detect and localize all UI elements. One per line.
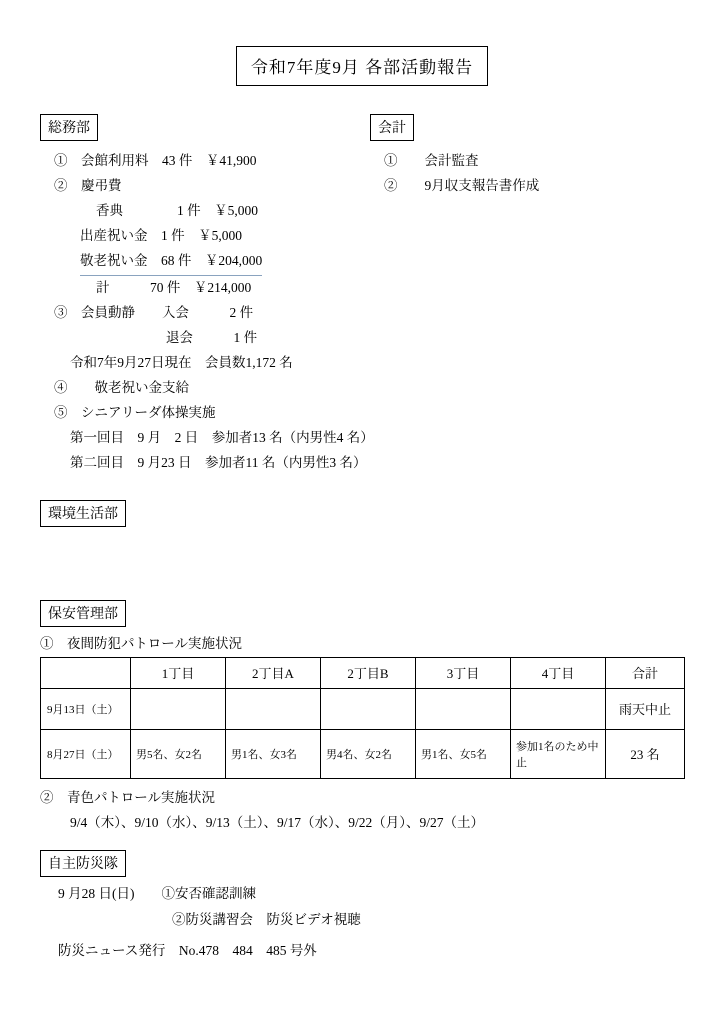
row-1-cell-3: 男1名、女5名 <box>416 729 511 778</box>
kaikei-line-2: ② 9月収支報告書作成 <box>384 177 540 193</box>
row-0-cell-3 <box>416 688 511 729</box>
row-1-cell-1: 男1名、女3名 <box>226 729 321 778</box>
patrol-table <box>40 657 685 779</box>
row-0-cell-4 <box>511 688 606 729</box>
hoan-item-2-detail: 9/4（木）、9/10（水）、9/13（土）、9/17（水）、9/22（月）、9/27（土） <box>70 815 485 831</box>
bosai-line-3: 防災ニュース発行 No.478 484 485 号外 <box>58 943 317 959</box>
soumu-line-8: 退会 1 件 <box>166 329 258 345</box>
soumu-section <box>40 114 374 476</box>
page-title: 令和7年度9月 各部活動報告 <box>236 46 488 86</box>
hoan-item-2: ② 青色パトロール実施状況 <box>40 789 215 805</box>
section-heading-bosai: 自主防災隊 <box>40 850 126 877</box>
row-0-cell-2 <box>321 688 416 729</box>
section-heading-hoan: 保安管理部 <box>40 600 126 627</box>
soumu-line-3: 香典 1 件 ￥5,000 <box>96 202 258 218</box>
row-1-cell-2: 男4名、女2名 <box>321 729 416 778</box>
row-1-date: 8月27日（土） <box>41 729 131 778</box>
soumu-line-4: 出産祝い金 1 件 ￥5,000 <box>80 227 242 243</box>
row-1-cell-0: 男5名、女2名 <box>131 729 226 778</box>
row-1-total: 23 名 <box>606 729 685 778</box>
table-header-cell-1: 1丁目 <box>131 657 226 688</box>
table-header-cell-3: 2丁目B <box>321 657 416 688</box>
soumu-line-13: 第二回目 9 月23 日 参加者11 名（内男性3 名） <box>70 454 367 470</box>
section-heading-kaikei: 会計 <box>370 114 414 141</box>
table-header-row <box>41 657 685 688</box>
bosai-line-1: 9 月28 日(日) ①安否確認訓練 <box>58 886 256 901</box>
table-row <box>41 729 685 778</box>
bosai-section <box>40 850 690 964</box>
row-0-total: 雨天中止 <box>606 688 685 729</box>
row-1-cell-4: 参加1名のため中止 <box>511 729 606 778</box>
document-title-container <box>0 46 724 86</box>
soumu-heading-wrap <box>40 114 370 141</box>
soumu-line-11: ⑤ シニアリーダ体操実施 <box>54 404 216 420</box>
table-header-cell-4: 3丁目 <box>416 657 511 688</box>
row-0-cell-0 <box>131 688 226 729</box>
soumu-line-5-wrap <box>40 249 370 276</box>
soumu-line-10: ④ 敬老祝い金支給 <box>54 379 189 395</box>
soumu-line-2: ② 慶弔費 <box>54 177 122 193</box>
kankyo-section <box>40 500 126 527</box>
section-heading-kankyo: 環境生活部 <box>40 500 126 527</box>
row-0-cell-1 <box>226 688 321 729</box>
table-header-cell-6: 合計 <box>606 657 685 688</box>
soumu-line-6: 計 70 件 ￥214,000 <box>96 279 252 295</box>
soumu-line-9: 令和7年9月27日現在 会員数1,172 名 <box>70 354 293 370</box>
soumu-line-7: ③ 会員動静 入会 2 件 <box>54 304 254 320</box>
table-header-cell-2: 2丁目A <box>226 657 321 688</box>
hoan-section <box>40 600 690 836</box>
section-heading-soumu: 総務部 <box>40 114 98 141</box>
table-row <box>41 688 685 729</box>
kaikei-heading-wrap <box>370 114 690 141</box>
soumu-line-1: ① 会館利用料 43 件 ￥41,900 <box>54 153 257 168</box>
hoan-item-1: ① 夜間防犯パトロール実施状況 <box>40 636 242 651</box>
table-header-cell-5: 4丁目 <box>511 657 606 688</box>
soumu-line-5: 敬老祝い金 68 件 ￥204,000 <box>80 249 262 276</box>
row-0-date: 9月13日（土） <box>41 688 131 729</box>
soumu-line-12: 第一回目 9 月 2 日 参加者13 名（内男性4 名） <box>70 429 374 445</box>
kaikei-section <box>370 114 690 199</box>
kaikei-line-1: ① 会計監査 <box>384 153 479 168</box>
bosai-line-2: ②防災講習会 防災ビデオ視聴 <box>172 911 361 927</box>
table-header-cell-0 <box>41 657 131 688</box>
